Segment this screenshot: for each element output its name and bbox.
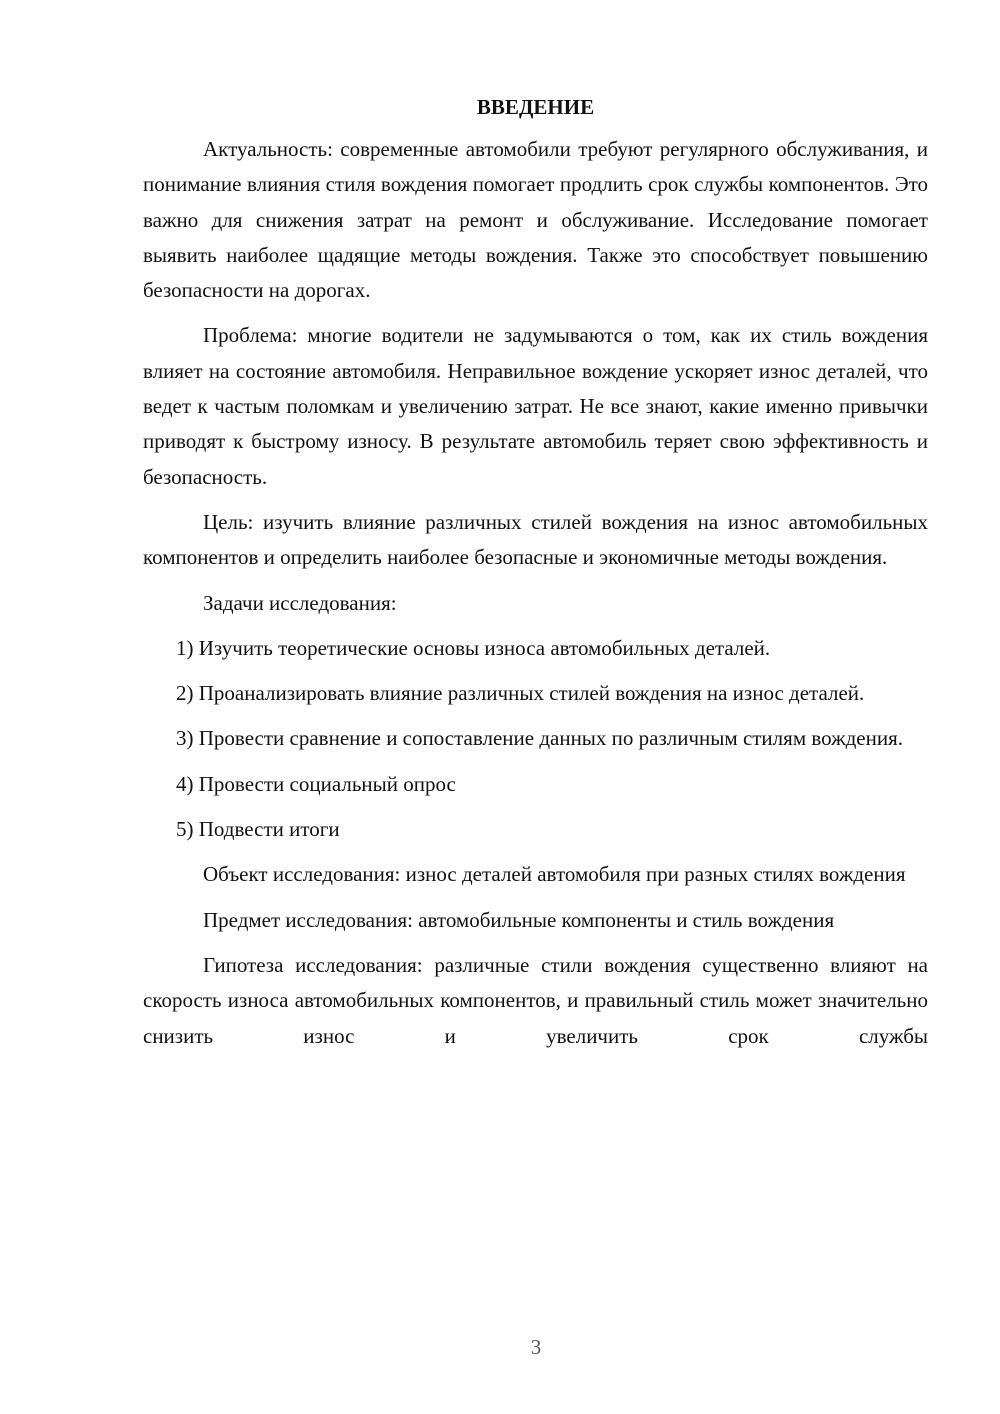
subject-paragraph: Предмет исследования: автомобильные компоненты и стиль вождения xyxy=(203,907,835,932)
hypothesis-paragraph: Гипотеза исследования: различные стили вождения существенно влияют на скорость износа автомобильных компонентов, и правильный стиль может значительно снизить износ и увеличить срок службы xyxy=(143,952,928,1048)
task-item-2: 2) Проанализировать влияние различных стилей вождения на износ деталей. xyxy=(176,681,865,706)
task-item-1: 1) Изучить теоретические основы износа автомобильных деталей. xyxy=(176,635,771,660)
goal-paragraph: Цель: изучить влияние различных стилей вождения на износ автомобильных компонентов и определить наиболее безопасные и экономичные методы вождения. xyxy=(143,509,928,570)
problem-paragraph: Проблема: многие водители не задумываются о том, как их стиль вождения влияет на состояние автомобиля. Неправильное вождение ускоряет износ деталей, что ведет к частым поломкам и увеличению затрат. Не все знают, какие именно привычки приводят к быстрому износу. В результате автомобиль теряет свою эффективность и безопасность. xyxy=(143,323,928,489)
object-paragraph: Объект исследования: износ деталей автомобиля при разных стилях вождения xyxy=(203,862,906,887)
task-item-5: 5) Подвести итоги xyxy=(176,817,340,842)
document-page xyxy=(143,90,928,1064)
task-item-4: 4) Провести социальный опрос xyxy=(176,771,456,796)
page-title: ВВЕДЕНИЕ xyxy=(476,95,595,119)
relevance-paragraph: Актуальность: современные автомобили требуют регулярного обслуживания, и понимание влияния стиля вождения помогает продлить срок службы компонентов. Это важно для снижения затрат на ремонт и обслуживание. Исследование помогает выявить наиболее щадящие методы вождения. Также это способствует повышению безопасности на дорогах. xyxy=(143,137,928,303)
task-item-3: 3) Провести сравнение и сопоставление данных по различным стилям вождения. xyxy=(176,726,904,751)
tasks-heading: Задачи исследования: xyxy=(203,590,397,615)
page-number: 3 xyxy=(530,1335,542,1359)
